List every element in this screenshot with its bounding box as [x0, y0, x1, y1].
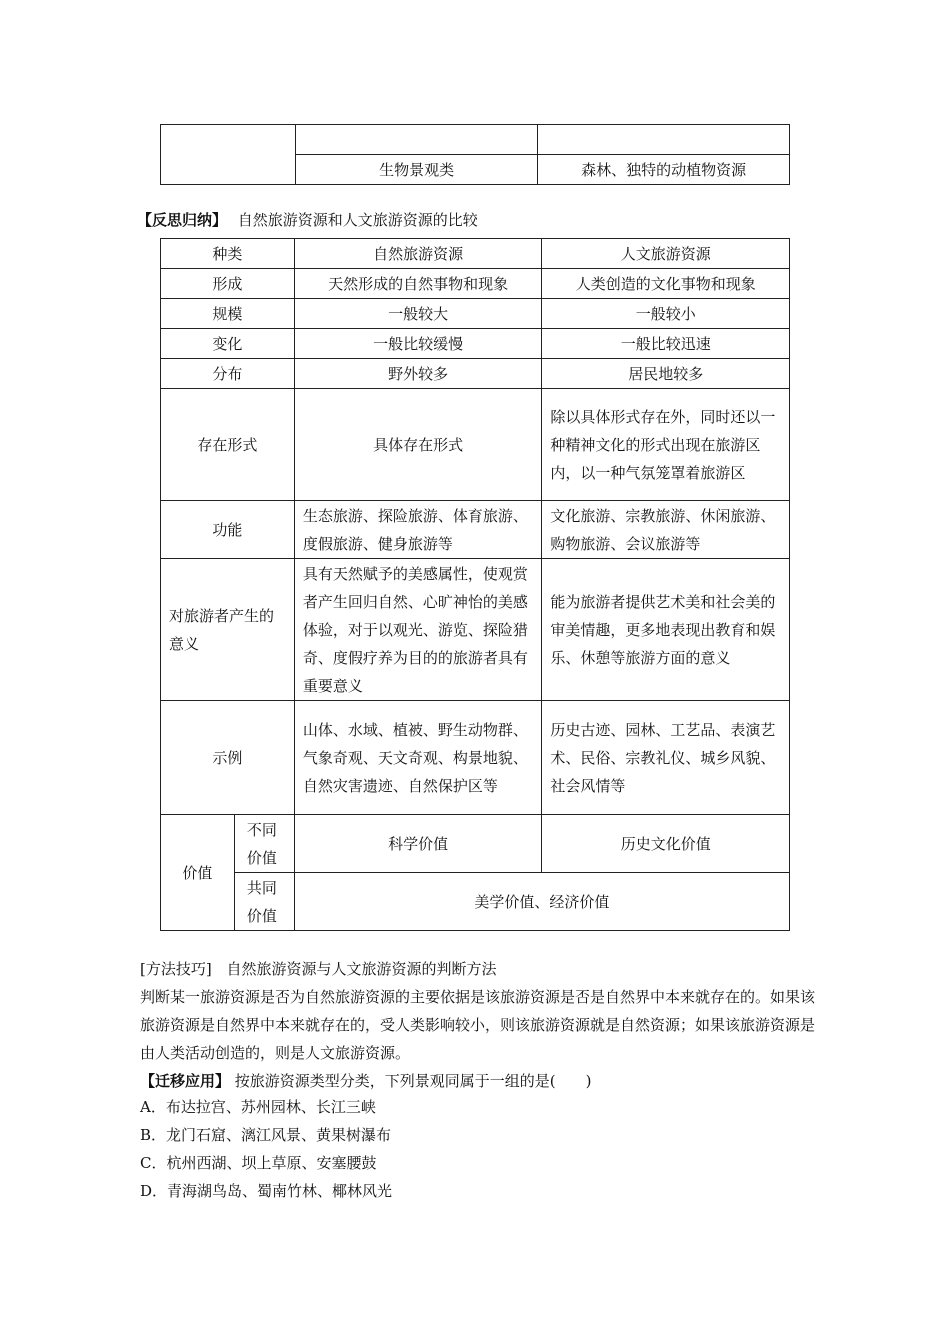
reflection-title: 自然旅游资源和人文旅游资源的比较: [237, 211, 478, 229]
cultural-cell: 历史文化价值: [542, 815, 790, 873]
natural-cell: 天然形成的自然事物和现象: [294, 269, 542, 299]
application-tag: 【迁移应用】: [140, 1072, 231, 1090]
table-row: [161, 389, 790, 501]
top-table-empty-cell: [295, 125, 538, 155]
row-label: 价值: [161, 815, 235, 931]
top-table-empty-cell: [161, 125, 296, 185]
question-text: 按旅游资源类型分类，下列景观同属于一组的是( ): [234, 1072, 592, 1090]
option-c: C．杭州西湖、坝上草原、安塞腰鼓: [140, 1154, 377, 1172]
top-table-cell: 森林、独特的动植物资源: [538, 155, 790, 185]
option-a: A．布达拉宫、苏州园林、长江三峡: [140, 1098, 376, 1116]
application-question: [140, 1067, 820, 1095]
option-d: D．青海湖鸟岛、蜀南竹林、椰林风光: [140, 1182, 393, 1200]
cultural-cell: 一般比较迅速: [542, 329, 790, 359]
natural-cell: 一般比较缓慢: [294, 329, 542, 359]
row-label: 分布: [161, 359, 295, 389]
common-value-cell: 美学价值、经济价值: [294, 873, 789, 931]
row-label: 形成: [161, 269, 295, 299]
cultural-cell: 人类创造的文化事物和现象: [542, 269, 790, 299]
row-label: 存在形式: [161, 389, 295, 501]
cultural-cell: 除以具体形式存在外，同时还以一种精神文化的形式出现在旅游区内，以一种气氛笼罩着旅游区: [542, 389, 790, 501]
natural-cell: 山体、水域、植被、野生动物群、气象奇观、天文奇观、构景地貌、自然灾害遗迹、自然保护区等: [294, 701, 542, 815]
option-b: B．龙门石窟、漓江风景、黄果树瀑布: [140, 1126, 392, 1144]
header-cell: 自然旅游资源: [294, 239, 542, 269]
table-row: [161, 815, 790, 873]
natural-cell: 野外较多: [294, 359, 542, 389]
natural-cell: 科学价值: [294, 815, 542, 873]
value-sub-label: 不同价值: [234, 815, 294, 873]
method-body: 判断某一旅游资源是否为自然旅游资源的主要依据是该旅游资源是否是自然界中本来就存在的。如果该旅游资源是自然界中本来就存在的，受人类影响较小，则该旅游资源就是自然资源；如果该旅游资源是由人类活动创造的，则是人文旅游资源。: [140, 988, 816, 1062]
row-label: 对旅游者产生的意义: [161, 559, 295, 701]
table-row: [161, 559, 790, 701]
comparison-table: [160, 238, 790, 931]
method-tag: [方法技巧]: [140, 960, 212, 978]
value-sub-label: 共同价值: [234, 873, 294, 931]
reflection-heading: [137, 208, 478, 232]
method-title: 自然旅游资源与人文旅游资源的判断方法: [226, 960, 497, 978]
table-row: [161, 239, 790, 269]
header-cell: 人文旅游资源: [542, 239, 790, 269]
natural-cell: 生态旅游、探险旅游、体育旅游、度假旅游、健身旅游等: [294, 501, 542, 559]
table-row: [161, 269, 790, 299]
table-row: [161, 873, 790, 931]
cultural-cell: 一般较小: [542, 299, 790, 329]
row-label: 示例: [161, 701, 295, 815]
cultural-cell: 能为旅游者提供艺术美和社会美的审美情趣，更多地表现出教育和娱乐、休憩等旅游方面的意义: [542, 559, 790, 701]
table-row: [161, 359, 790, 389]
table-row: [161, 701, 790, 815]
reflection-tag: 【反思归纳】: [137, 211, 228, 229]
cultural-cell: 居民地较多: [542, 359, 790, 389]
table-row: [161, 329, 790, 359]
cultural-cell: 文化旅游、宗教旅游、休闲旅游、购物旅游、会议旅游等: [542, 501, 790, 559]
table-row: [161, 299, 790, 329]
method-heading: [140, 955, 820, 983]
natural-cell: 具体存在形式: [294, 389, 542, 501]
natural-cell: 一般较大: [294, 299, 542, 329]
top-table: [160, 124, 790, 185]
header-cell: 种类: [161, 239, 295, 269]
table-row: [161, 501, 790, 559]
cultural-cell: 历史古迹、园林、工艺品、表演艺术、民俗、宗教礼仪、城乡风貌、社会风情等: [542, 701, 790, 815]
row-label: 功能: [161, 501, 295, 559]
top-table-cell: 生物景观类: [295, 155, 538, 185]
natural-cell: 具有天然赋予的美感属性，使观赏者产生回归自然、心旷神怡的美感体验，对于以观光、游览、探险猎奇、度假疗养为目的的旅游者具有重要意义: [294, 559, 542, 701]
row-label: 规模: [161, 299, 295, 329]
row-label: 变化: [161, 329, 295, 359]
top-table-empty-cell: [538, 125, 790, 155]
